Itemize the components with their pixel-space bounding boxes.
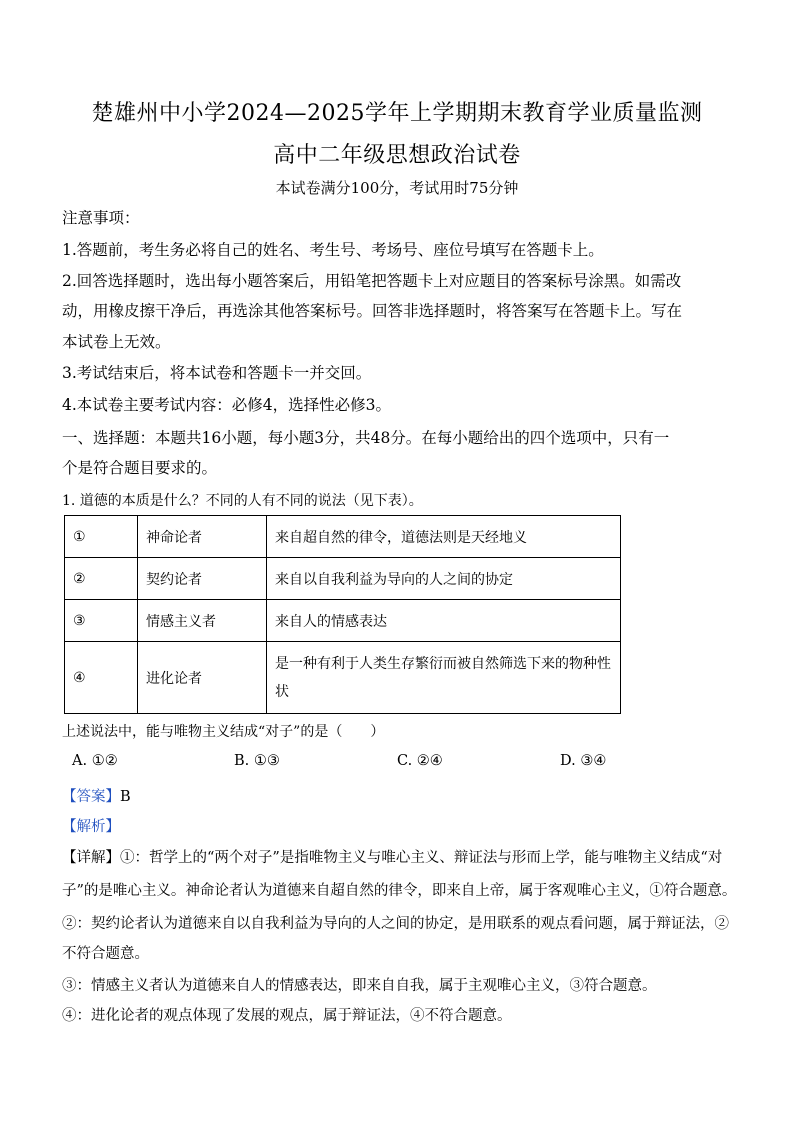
option-c: C. ②④ [397,753,443,769]
analysis-tag: 【解析】 [62,819,120,835]
note-1: 1.答题前，考生务必将自己的姓名、考生号、考场号、座位号填写在答题卡上。 [62,241,604,259]
note-2-line-1: 2.回答选择题时，选出每小题答案后，用铅笔把答题卡上对应题目的答案标号涂黑。如需改 [62,272,682,290]
analysis-line-2: 子”的是唯心主义。神命论者认为道德来自超自然的律令，即来自上帝，属于客观唯心主义，①符合题意。 [62,883,737,899]
table-cell-school: 神命论者 [138,516,267,558]
exam-title: 楚雄州中小学2024—2025学年上学期期末教育学业质量监测 [91,101,703,126]
question-1-stem: 1. 道德的本质是什么？不同的人有不同的说法（见下表）。 [62,493,423,509]
answer-line [62,785,131,806]
detail-tag: 【详解】 [62,850,120,866]
analysis-line-6: ④：进化论者的观点体现了发展的观点，属于辩证法，④不符合题意。 [62,1008,512,1024]
analysis-line-5: ③：情感主义者认为道德来自人的情感表达，即来自自我，属于主观唯心主义，③符合题意。 [62,978,657,994]
note-4: 4.本试卷主要考试内容：必修4，选择性必修3。 [62,396,392,414]
section-instructions-line-1: 一、选择题：本题共16小题，每小题3分，共48分。在每小题给出的四个选项中，只有一 [62,429,670,447]
table-cell-view-line-2: 状 [275,683,289,700]
note-2-line-3: 本试卷上无效。 [62,333,171,351]
table-cell-view: 来自超自然的律令，道德法则是天经地义 [267,516,621,558]
analysis-line-4: 不符合题意。 [62,946,149,962]
table-cell-number: ② [65,558,138,600]
answer-value: B [120,789,131,805]
note-2-line-2: 动，用橡皮擦干净后，再选涂其他答案标号。回答非选择题时，将答案写在答题卡上。写在 [62,302,683,320]
table-cell-view: 来自人的情感表达 [267,600,621,642]
exam-duration-note: 本试卷满分100分，考试用时75分钟 [275,179,519,197]
table-cell-number: ④ [65,642,138,714]
table-row [65,642,621,714]
analysis-line-1 [62,846,722,867]
analysis-line-3: ②：契约论者认为道德来自以自我利益为导向的人之间的协定，是用联系的观点看问题，属于辩证法，② [62,916,729,932]
table-cell-school: 情感主义者 [138,600,267,642]
table-row [65,558,621,600]
table-cell-view: 来自以自我利益为导向的人之间的协定 [267,558,621,600]
notes-heading: 注意事项： [62,209,140,227]
analysis-heading [62,815,120,836]
note-3: 3.考试结束后，将本试卷和答题卡一并交回。 [62,364,372,382]
table-cell-number: ① [65,516,138,558]
table-cell-number: ③ [65,600,138,642]
table-cell-school: 进化论者 [138,642,267,714]
table-cell-school: 契约论者 [138,558,267,600]
option-b: B. ①③ [234,753,280,769]
analysis-text-1: ①：哲学上的“两个对子”是指唯物主义与唯心主义、辩证法与形而上学，能与唯物主义结成“对 [120,850,723,866]
question-1-prompt: 上述说法中，能与唯物主义结成“对子”的是（ ） [62,724,385,740]
table-cell-view [267,642,621,714]
table-cell-view-line-1: 是一种有利于人类生存繁衍而被自然筛选下来的物种性 [275,655,611,672]
option-d: D. ③④ [560,753,607,769]
answer-tag: 【答案】 [62,789,120,805]
table-row [65,516,621,558]
morality-views-table [64,515,621,714]
section-instructions-line-2: 个是符合题目要求的。 [62,459,218,477]
option-a: A. ①② [72,753,118,769]
table-row [65,600,621,642]
exam-subtitle-grade: 高中二年级思想政治试卷 [273,143,521,168]
